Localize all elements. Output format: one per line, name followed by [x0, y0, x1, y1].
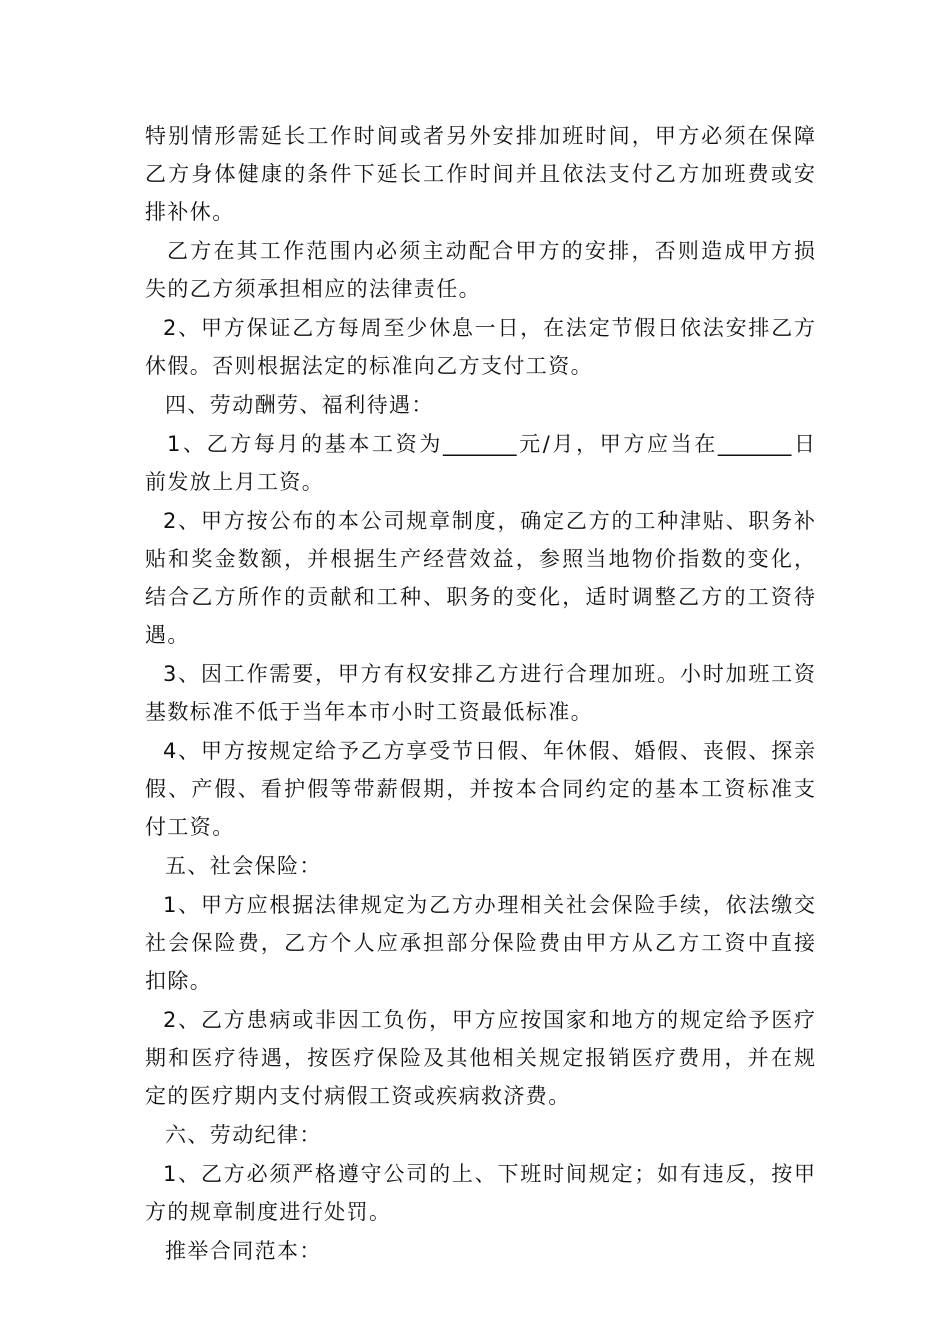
text-line: 贴和奖金数额，并根据生产经营效益，参照当地物价指数的变化， [145, 547, 815, 571]
text-line: 特别情形需延长工作时间或者另外安排加班时间，甲方必须在保障 [145, 124, 815, 148]
section-heading-insurance [145, 848, 815, 884]
paragraph-recommended-template [145, 1233, 815, 1269]
text-line: 2、乙方患病或非因工负伤，甲方应按国家和地方的规定给予医疗 [163, 1008, 815, 1032]
text-line: 乙方在其工作范围内必须主动配合甲方的安排，否则造成甲方损 [167, 239, 815, 263]
text-line: 2、甲方按公布的本公司规章制度，确定乙方的工种津贴、职务补 [163, 509, 815, 533]
text-line: 付工资。 [145, 815, 235, 839]
text-line: 期和医疗待遇，按医疗保险及其他相关规定报销医疗费用，并在规 [145, 1046, 815, 1070]
text-line: 乙方身体健康的条件下延长工作时间并且依法支付乙方加班费或安 [145, 162, 815, 186]
text-line: 失的乙方须承担相应的法律责任。 [145, 277, 481, 301]
text-line: 1、甲方应根据法律规定为乙方办理相关社会保险手续，依法缴交 [163, 893, 815, 917]
text-line: 遇。 [145, 623, 190, 647]
text-line: 社会保险费，乙方个人应承担部分保险费由甲方从乙方工资中直接 [145, 931, 815, 955]
section-heading-discipline [145, 1117, 815, 1153]
paragraph-allowance [145, 503, 815, 653]
paragraph-overtime-pay [145, 656, 815, 730]
section-heading-compensation [145, 387, 815, 423]
paragraph-cooperation [145, 233, 815, 307]
text-line: 4、甲方按规定给予乙方享受节日假、年休假、婚假、丧假、探亲 [163, 739, 815, 763]
text-line: 扣除。 [145, 969, 213, 993]
paragraph-paid-leave [145, 733, 815, 845]
text-line: 前发放上月工资。 [145, 470, 325, 494]
document-body [145, 118, 815, 1269]
section-heading: 四、劳动酬劳、福利待遇： [165, 393, 434, 417]
text-line: 定的医疗期内支付病假工资或疾病救济费。 [145, 1084, 571, 1108]
text-line: 2、甲方保证乙方每周至少休息一日，在法定节假日依法安排乙方 [163, 316, 815, 340]
paragraph-working-hours [145, 1156, 815, 1230]
text-line: 基数标准不低于当年本市小时工资最低标准。 [145, 700, 593, 724]
paragraph-overtime [145, 118, 815, 230]
text-line: 假、产假、看护假等带薪假期，并按本合同约定的基本工资标准支 [145, 777, 815, 801]
paragraph-medical [145, 1002, 815, 1114]
section-heading: 六、劳动纪律： [165, 1123, 322, 1147]
paragraph-social-insurance [145, 887, 815, 999]
text-line: 休假。否则根据法定的标准向乙方支付工资。 [145, 354, 593, 378]
text-line: 3、因工作需要，甲方有权安排乙方进行合理加班。小时加班工资 [163, 662, 815, 686]
text-line: 1、乙方每月的基本工资为_______元/月，甲方应当在_______日 [167, 432, 815, 456]
text-line: 结合乙方所作的贡献和工种、职务的变化，适时调整乙方的工资待 [145, 585, 815, 609]
text-line: 1、乙方必须严格遵守公司的上、下班时间规定；如有违反，按甲 [163, 1162, 815, 1186]
text-line: 排补休。 [145, 200, 235, 224]
section-heading: 五、社会保险： [165, 854, 322, 878]
paragraph-rest-day [145, 310, 815, 384]
paragraph-base-salary [145, 426, 815, 500]
text-line: 方的规章制度进行处罚。 [145, 1200, 392, 1224]
text-line: 推举合同范本： [165, 1239, 322, 1263]
